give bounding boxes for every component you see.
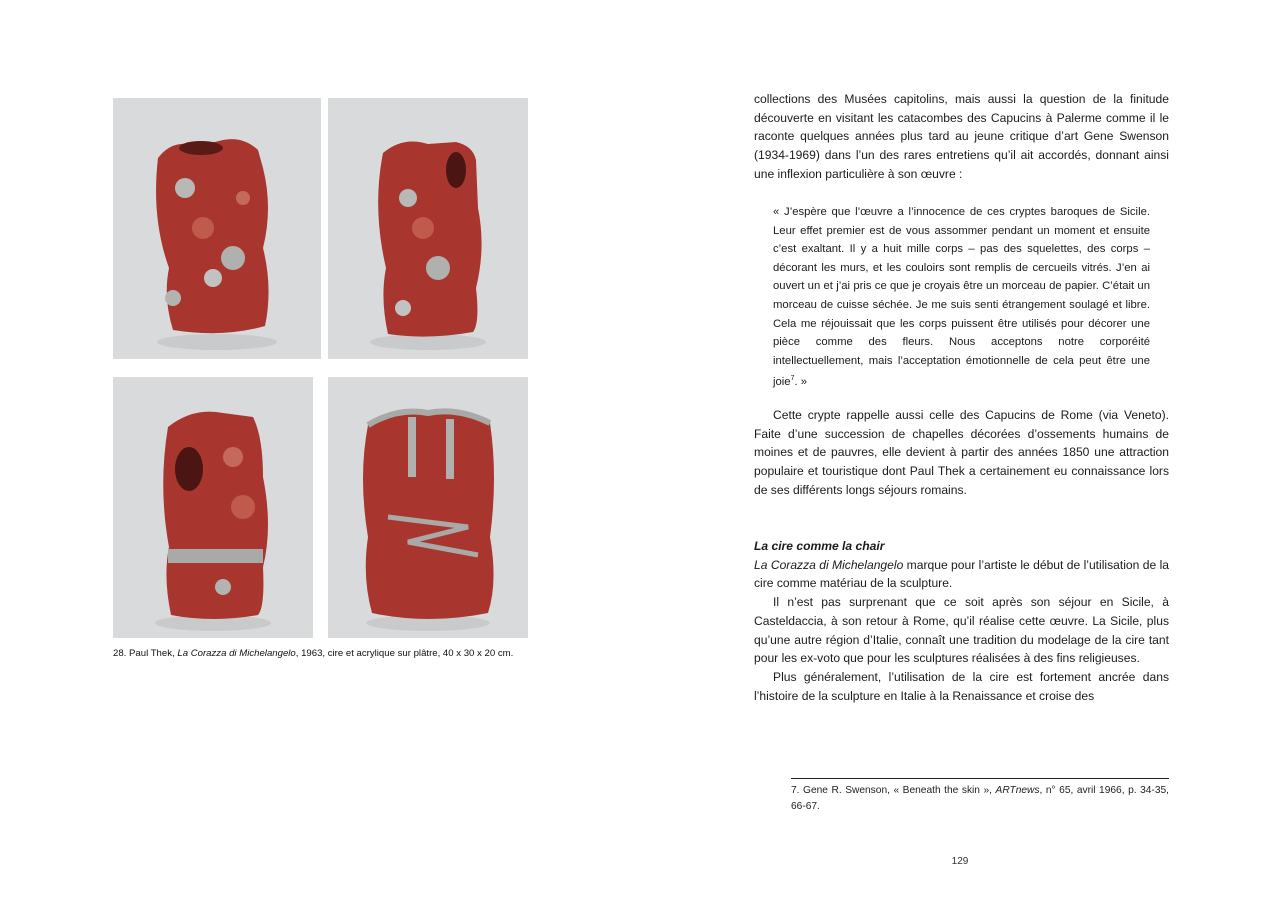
footnote-7: 7. Gene R. Swenson, « Beneath the skin », ARTnews, n° 65, avril 1966, p. 34-35, 66-67. (791, 785, 1169, 812)
section-la-cire (754, 537, 1169, 705)
sculpture-photo-4 (328, 377, 528, 638)
body-paragraph-1: collections des Musées capitolins, mais aussi la question de la finitude découverte en visitant les catacombes des Capucins à Palerme comme il le raconte quelques années plus tard au jeune critique d’art Gene Swenson (1934-1969) dans l’un des rares entretiens qu’il ait accordés, donnant ainsi une inflexion particulière à son œuvre : (754, 92, 1169, 181)
section-paragraph-1: La Corazza di Michelangelo marque pour l’artiste le début de l’utilisation de la cire comme matériau de la sculpture. (754, 557, 1169, 591)
sculpture-photo-2 (328, 98, 528, 359)
body-paragraph-2: Cette crypte rappelle aussi celle des Capucins de Rome (via Veneto). Faite d’une succession de chapelles décorées d’ossements humains de moines et de pauvres, elle devient à partir des années 1850 une attraction populaire et touristique dont Paul Thek a certainement eu connaissance lors de ses différents longs séjours romains. (754, 408, 1169, 497)
figure-caption: 28. Paul Thek, La Corazza di Michelangelo, 1963, cire et acrylique sur plâtre, 40 x 30 x 20 cm. (113, 648, 514, 659)
footnote-rule (791, 778, 1169, 779)
quotation-block: « J’espère que l’œuvre a l’innocence de ces cryptes baroques de Sicile. Leur effet premier est de vous assommer pendant un moment et ensuite c’est exaltant. Il y a huit mille corps – pas des squelettes, des corps – décorant les murs, et les couloirs sont remplis de cercueils vitrés. J’en ai ouvert un et j’ai pris ce que je croyais être un morceau de papier. C’était un morceau de cuisse séchée. Je me suis senti étrangement soulagé et libre. Cela me réjouissait que les corps puissent être utilisés pour décorer une pièce comme des fleurs. Nous acceptons notre corporéité intellectuellement, mais l’acceptation émotionnelle de cela peut être une joie$^7$. » (773, 206, 1150, 389)
section-paragraph-3: Plus généralement, l’utilisation de la cire est fortement ancrée dans l’histoire de la sculpture en Italie à la Renaissance et croise des (754, 669, 1169, 703)
section-paragraph-2: Il n’est pas surprenant que ce soit après son séjour en Sicile, à Casteldaccia, à son retour à Rome, qu’il réalise cette œuvre. La Sicile, plus qu’une autre région d’Italie, connaît une tradition du modelage de la cire tant pour les ex-voto que pour les sculptures réalisées à des fins religieuses. (754, 595, 1169, 666)
sculpture-photo-3 (113, 377, 313, 638)
page-number: 129 (951, 856, 969, 867)
section-heading: La cire comme la chair (754, 539, 885, 553)
sculpture-photo-1 (113, 98, 321, 359)
